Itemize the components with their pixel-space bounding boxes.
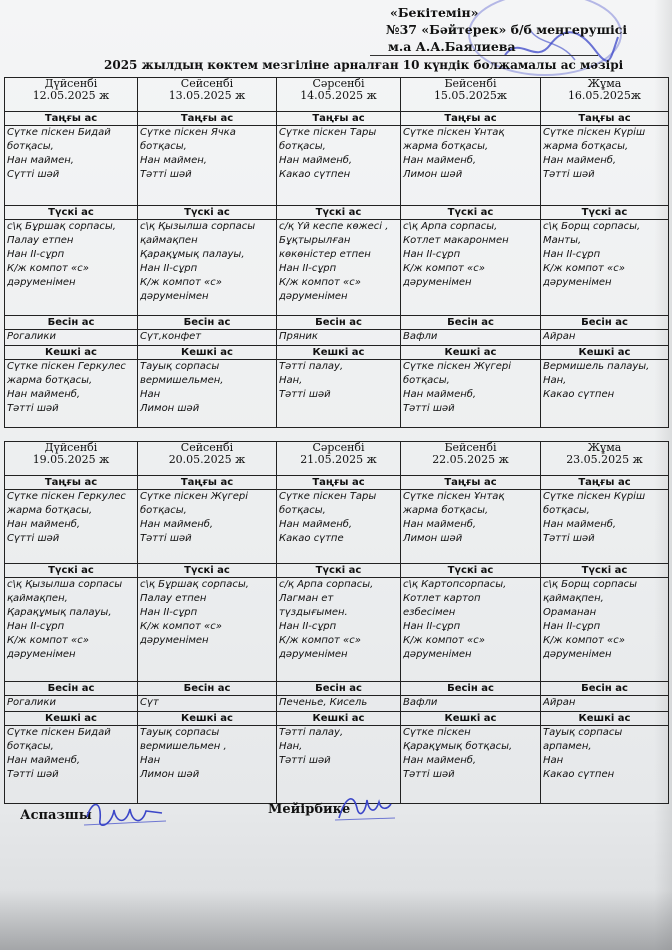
meal-label: Бесін ас [541,682,669,696]
menu-line: арпамен, [543,741,592,752]
menu-line: Нан ІІ-сұрп [7,621,65,632]
dinner-header-row [5,346,669,360]
menu-cell [541,360,669,428]
menu-line: Манты, [543,235,582,246]
menu-line: Нан ІІ-сұрп [140,263,198,274]
meal-label: Таңғы ас [138,112,277,126]
breakfast-row [5,126,669,206]
menu-line: Сүтке піскен Геркулес [7,491,126,502]
meal-label: Бесін ас [401,316,541,330]
menu-line: Нан майменб, [7,755,81,766]
menu-line: Тәтті шәй [140,533,192,544]
day-header-row [5,78,669,112]
menu-line: Лимон шәй [140,403,200,414]
menu-line: Нан майменб, [403,389,477,400]
menu-line: ботқасы, [140,141,187,152]
meal-label: Бесін ас [401,682,541,696]
day-header: Дүйсенбі 12.05.2025 ж [5,78,138,112]
menu-line: Нан маймен, [7,155,74,166]
menu-cell [401,578,541,682]
menu-line: с/қ Арпа сорпасы, [279,579,374,590]
meal-label: Таңғы ас [5,476,138,490]
menu-line: ботқасы, [403,375,450,386]
menu-line: түздығымен. [279,607,348,618]
menu-line: дәруменімен [7,649,76,660]
menu-line: дәруменімен [543,277,612,288]
page-title: 2025 жылдың көктем мезгіліне арналған 10 күндік болжамалы ас мәзірі [104,58,624,72]
menu-line: Тәтті шәй [403,769,455,780]
meal-label: Кешкі ас [138,712,277,726]
menu-line: Лимон шәй [403,533,463,544]
day-header: Жұма 23.05.2025 ж [541,442,669,476]
menu-line: Нан майменб, [403,755,477,766]
menu-cell [401,220,541,316]
menu-cell [5,578,138,682]
menu-line: ботқасы, [543,505,590,516]
menu-line: Нан маймен, [140,155,207,166]
menu-cell [138,578,277,682]
menu-line: қаймақпен, [543,593,604,604]
week2-menu-table [4,441,669,804]
menu-line: К/ж компот «с» [543,635,625,646]
menu-line: жарма ботқасы, [543,141,629,152]
menu-line: с/қ Үй кеспе көжесі , [279,221,389,232]
menu-line: Тауық сорпасы [543,727,623,738]
meal-label: Кешкі ас [401,346,541,360]
menu-line: Тауық сорпасы [140,727,220,738]
snack-row [5,330,669,346]
menu-line: Сүтке піскен Жүгері [403,361,512,372]
cook-signature [82,795,167,835]
menu-line: Сүтке піскен Бидай [7,727,111,738]
menu-line: Нан ІІ-сұрп [279,263,337,274]
menu-line: Котлет макаронмен [403,235,509,246]
menu-line: вермишельмен, [140,375,224,386]
menu-line: Нан майменб, [543,155,617,166]
menu-cell [401,360,541,428]
menu-line: Нан ІІ-сұрп [7,249,65,260]
menu-line: Нан майменб, [403,155,477,166]
menu-line: дәруменімен [403,277,472,288]
menu-cell [5,726,138,804]
menu-line: Сүтке піскен Ұнтақ [403,491,505,502]
menu-line: Нан, [543,375,567,386]
menu-line: Сүтке піскен Тары [279,127,377,138]
meal-label: Түскі ас [401,206,541,220]
day-header: Бейсенбі 22.05.2025 ж [401,442,541,476]
snack-header-row [5,682,669,696]
menu-line: Тәтті шәй [543,169,595,180]
day-header: Дүйсенбі 19.05.2025 ж [5,442,138,476]
menu-line: Нан ІІ-сұрп [403,249,461,260]
breakfast-header-row [5,112,669,126]
menu-line: Нан ІІ-сұрп [140,607,198,618]
breakfast-row [5,490,669,564]
menu-line: с\қ Борщ сорпасы, [543,221,641,232]
menu-line: Лимон шәй [140,769,200,780]
menu-cell [138,726,277,804]
meal-label: Түскі ас [541,564,669,578]
menu-line: Сүтке піскен Бидай [7,127,111,138]
menu-cell: Вафли [401,330,541,346]
menu-line: ботқасы, [279,505,326,516]
snack-row [5,696,669,712]
menu-cell [541,490,669,564]
menu-line: Вермишель палауы, [543,361,650,372]
menu-cell: Айран [541,330,669,346]
menu-line: Қарақұмық палауы, [140,249,245,260]
menu-line: дәруменімен [543,649,612,660]
menu-line: Бұқтырылған [279,235,351,246]
meal-label: Бесін ас [5,316,138,330]
meal-label: Түскі ас [401,564,541,578]
meal-label: Бесін ас [138,316,277,330]
menu-line: Сүтке піскен [403,727,471,738]
meal-label: Түскі ас [5,564,138,578]
menu-line: Палау етпен [140,593,207,604]
menu-line: вермишельмен , [140,741,227,752]
menu-cell [5,220,138,316]
menu-cell [138,220,277,316]
menu-line: Қарақұмық палауы, [7,607,112,618]
menu-line: Нан [543,755,564,766]
meal-label: Таңғы ас [138,476,277,490]
menu-line: К/ж компот «с» [403,635,485,646]
menu-line: с\қ Бұршақ сорпасы, [140,579,249,590]
menu-cell [277,220,401,316]
menu-line: жарма ботқасы, [403,505,489,516]
day-header-row [5,442,669,476]
meal-label: Түскі ас [277,564,401,578]
menu-line: дәруменімен [279,649,348,660]
menu-line: с\қ Бұршақ сорпасы, [7,221,116,232]
menu-cell [138,126,277,206]
day-header: Сейсенбі 13.05.2025 ж [138,78,277,112]
menu-line: К/ж компот «с» [7,635,89,646]
menu-cell: Рогалики [5,696,138,712]
week1-menu-table [4,77,669,428]
menu-cell [401,126,541,206]
menu-cell [5,126,138,206]
meal-label: Кешкі ас [541,346,669,360]
menu-line: Тәтті шәй [403,403,455,414]
menu-line: с\қ Арпа сорпасы, [403,221,498,232]
meal-label: Бесін ас [541,316,669,330]
meal-label: Кешкі ас [5,346,138,360]
menu-line: Тәтті шәй [7,403,59,414]
menu-line: К/ж компот «с» [279,277,361,288]
meal-label: Кешкі ас [401,712,541,726]
menu-line: Какао сүтпен [543,389,615,400]
menu-cell [277,490,401,564]
meal-label: Бесін ас [277,682,401,696]
menu-line: ботқасы, [140,505,187,516]
menu-cell: Айран [541,696,669,712]
menu-line: Тәтті шәй [543,533,595,544]
menu-cell [541,578,669,682]
dinner-header-row [5,712,669,726]
menu-line: Нан майменб, [279,155,353,166]
lunch-header-row [5,206,669,220]
menu-cell: Рогалики [5,330,138,346]
approval-line-3: м.а А.А.Баялиева [370,38,598,56]
meal-label: Түскі ас [138,564,277,578]
menu-line: Тәтті палау, [279,727,344,738]
menu-line: Сүтке піскен Геркулес [7,361,126,372]
menu-line: Нан ІІ-сұрп [403,621,461,632]
menu-line: К/ж компот «с» [7,263,89,274]
menu-line: К/ж компот «с» [403,263,485,274]
meal-label: Таңғы ас [277,112,401,126]
menu-line: жарма ботқасы, [403,141,489,152]
menu-line: Қарақұмық ботқасы, [403,741,513,752]
meal-label: Бесін ас [5,682,138,696]
menu-cell: Печенье, Кисель [277,696,401,712]
menu-line: К/ж компот «с» [140,277,222,288]
day-header: Сәрсенбі 14.05.2025 ж [277,78,401,112]
menu-line: Сүтке піскен Ұнтақ [403,127,505,138]
menu-line: қаймақпен [140,235,198,246]
menu-line: с\қ Қызылша сорпасы [140,221,256,232]
menu-line: Какао сүтпе [279,533,344,544]
menu-cell [138,360,277,428]
menu-line: қаймақпен, [7,593,68,604]
menu-line: с\қ Картопсорпасы, [403,579,507,590]
meal-label: Таңғы ас [401,476,541,490]
day-header: Сәрсенбі 21.05.2025 ж [277,442,401,476]
meal-label: Кешкі ас [277,712,401,726]
approval-block [370,4,670,56]
menu-line: Сүтті шәй [7,533,60,544]
lunch-header-row [5,564,669,578]
menu-cell: Сүт [138,696,277,712]
menu-line: Сүтті шәй [7,169,60,180]
menu-line: Лимон шәй [403,169,463,180]
menu-cell [277,126,401,206]
menu-cell [277,578,401,682]
meal-label: Кешкі ас [138,346,277,360]
menu-line: Сүтке піскен Күріш [543,127,646,138]
meal-label: Түскі ас [277,206,401,220]
menu-cell: Вафли [401,696,541,712]
menu-line: с\қ Борщ сорпасы [543,579,638,590]
menu-line: Нан майменб, [7,389,81,400]
menu-cell [541,126,669,206]
meal-label: Таңғы ас [401,112,541,126]
menu-line: К/ж компот «с» [543,263,625,274]
menu-line: Ораманан [543,607,597,618]
menu-line: Сүтке піскен Тары [279,491,377,502]
menu-line: Нан майменб, [7,519,81,530]
menu-line: ботқасы, [7,141,54,152]
breakfast-header-row [5,476,669,490]
menu-line: Тәтті шәй [279,389,331,400]
nurse-label: Мейірбике [268,802,351,817]
menu-line: Тәтті шәй [7,769,59,780]
menu-line: дәруменімен [140,291,209,302]
menu-line: дәруменімен [279,291,348,302]
menu-line: Тәтті шәй [140,169,192,180]
menu-line: Палау етпен [7,235,74,246]
menu-line: Сүтке піскен Ячка [140,127,236,138]
lunch-row [5,220,669,316]
menu-cell [5,490,138,564]
menu-line: Какао сүтпен [279,169,351,180]
meal-label: Бесін ас [277,316,401,330]
menu-cell [401,726,541,804]
meal-label: Түскі ас [138,206,277,220]
menu-line: Тауық сорпасы [140,361,220,372]
menu-line: Какао сүтпен [543,769,615,780]
menu-line: Нан [140,755,161,766]
meal-label: Түскі ас [541,206,669,220]
approval-line-1: «Бекітемін» [390,5,479,20]
menu-line: Тәтті шәй [279,755,331,766]
approval-line-2: №37 «Бәйтерек» б/б меңгерушісі [386,22,628,37]
menu-cell [5,360,138,428]
menu-line: Нан майменб, [279,519,353,530]
menu-line: с\қ Қызылша сорпасы [7,579,123,590]
meal-label: Таңғы ас [277,476,401,490]
menu-line: Сүтке піскен Күріш [543,491,646,502]
day-header: Бейсенбі 15.05.2025ж [401,78,541,112]
menu-line: ботқасы, [7,741,54,752]
menu-line: Нан ІІ-сұрп [543,621,601,632]
menu-line: Нан майменб, [403,519,477,530]
menu-line: көкөністер етпен [279,249,371,260]
menu-line: Нан, [279,375,303,386]
meal-label: Кешкі ас [277,346,401,360]
menu-line: жарма ботқасы, [7,375,93,386]
menu-cell [541,726,669,804]
meal-label: Кешкі ас [541,712,669,726]
menu-cell [541,220,669,316]
menu-line: Нан ІІ-сұрп [543,249,601,260]
dinner-row [5,360,669,428]
meal-label: Таңғы ас [541,112,669,126]
day-header: Жұма 16.05.2025ж [541,78,669,112]
menu-line: жарма ботқасы, [7,505,93,516]
menu-line: Нан, [279,741,303,752]
day-header: Сейсенбі 20.05.2025 ж [138,442,277,476]
meal-label: Түскі ас [5,206,138,220]
menu-line: Тәтті палау, [279,361,344,372]
menu-line: Нан майменб, [140,519,214,530]
menu-line: Сүтке піскен Жүгері [140,491,249,502]
menu-line: Нан ІІ-сұрп [279,621,337,632]
lunch-row [5,578,669,682]
menu-cell [277,360,401,428]
menu-line: дәруменімен [403,649,472,660]
menu-cell: Сүт,конфет [138,330,277,346]
menu-cell [401,490,541,564]
cook-label: Аспазшы [20,808,92,823]
menu-line: К/ж компот «с» [279,635,361,646]
meal-label: Таңғы ас [5,112,138,126]
menu-line: ботқасы, [279,141,326,152]
menu-line: Нан майменб, [543,519,617,530]
menu-line: Лагман ет [279,593,334,604]
menu-cell: Пряник [277,330,401,346]
meal-label: Кешкі ас [5,712,138,726]
menu-line: Нан [140,389,161,400]
menu-line: дәруменімен [140,635,209,646]
meal-label: Бесін ас [138,682,277,696]
menu-line: К/ж компот «с» [140,621,222,632]
snack-header-row [5,316,669,330]
nurse-signature [335,788,395,824]
menu-line: дәруменімен [7,277,76,288]
menu-line: езбесімен [403,607,456,618]
menu-line: Котлет картоп [403,593,481,604]
meal-label: Таңғы ас [541,476,669,490]
menu-cell [138,490,277,564]
